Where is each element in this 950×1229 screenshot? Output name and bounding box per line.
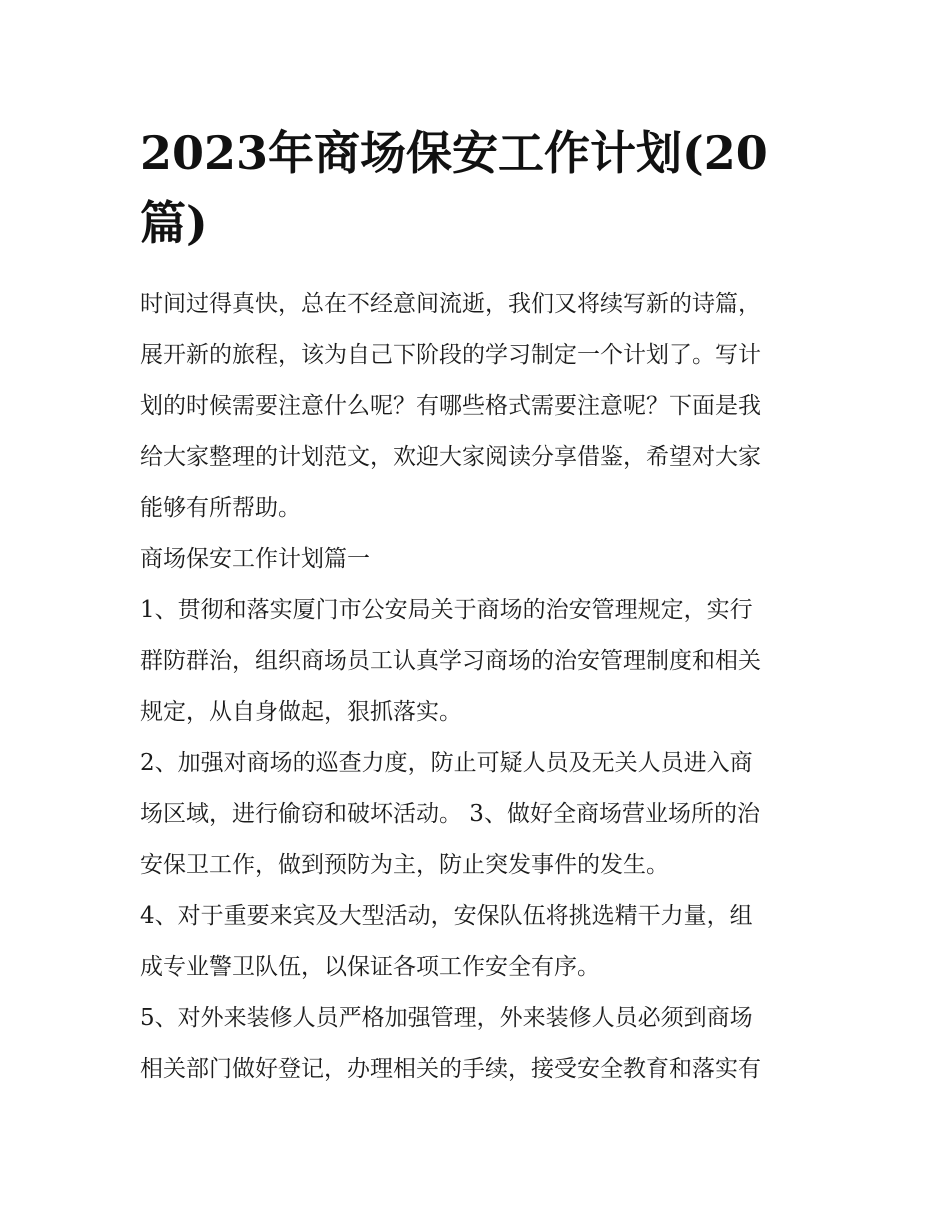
title-line-1: 2023年商场保安工作计划(20	[140, 126, 768, 180]
item-1-line: 群防群治，组织商场员工认真学习商场的治安管理制度和相关	[140, 648, 761, 674]
item-1-line: 1、贯彻和落实厦门市公安局关于商场的治安管理规定，实行	[140, 597, 753, 623]
intro-line: 给大家整理的计划范文，欢迎大家阅读分享借鉴，希望对大家	[140, 444, 761, 470]
intro-line: 时间过得真快，总在不经意间流逝，我们又将续写新的诗篇，	[140, 291, 761, 317]
item-3-line: 安保卫工作，做到预防为主，防止突发事件的发生。	[140, 852, 669, 878]
item-5-line: 5、对外来装修人员严格加强管理，外来装修人员必须到商场	[140, 1005, 753, 1031]
item-2-3-line: 场区域，进行偷窃和破坏活动。 3、做好全商场营业场所的治	[140, 801, 760, 827]
intro-line: 划的时候需要注意什么呢？有哪些格式需要注意呢？下面是我	[140, 393, 761, 419]
intro-line: 能够有所帮助。	[140, 495, 301, 521]
title-line-2: 篇)	[140, 196, 208, 250]
item-5-line: 相关部门做好登记，办理相关的手续，接受安全教育和落实有	[140, 1056, 761, 1082]
item-1-line: 规定，从自身做起，狠抓落实。	[140, 699, 462, 725]
document-body	[140, 279, 830, 1095]
document-title	[140, 118, 820, 258]
item-2-line: 2、加强对商场的巡查力度，防止可疑人员及无关人员进入商	[140, 750, 753, 776]
item-4-line: 成专业警卫队伍，以保证各项工作安全有序。	[140, 954, 600, 980]
section-heading: 商场保安工作计划篇一	[140, 546, 370, 572]
intro-line: 展开新的旅程，该为自己下阶段的学习制定一个计划了。写计	[140, 342, 761, 368]
item-4-line: 4、对于重要来宾及大型活动，安保队伍将挑选精干力量，组	[140, 903, 753, 929]
